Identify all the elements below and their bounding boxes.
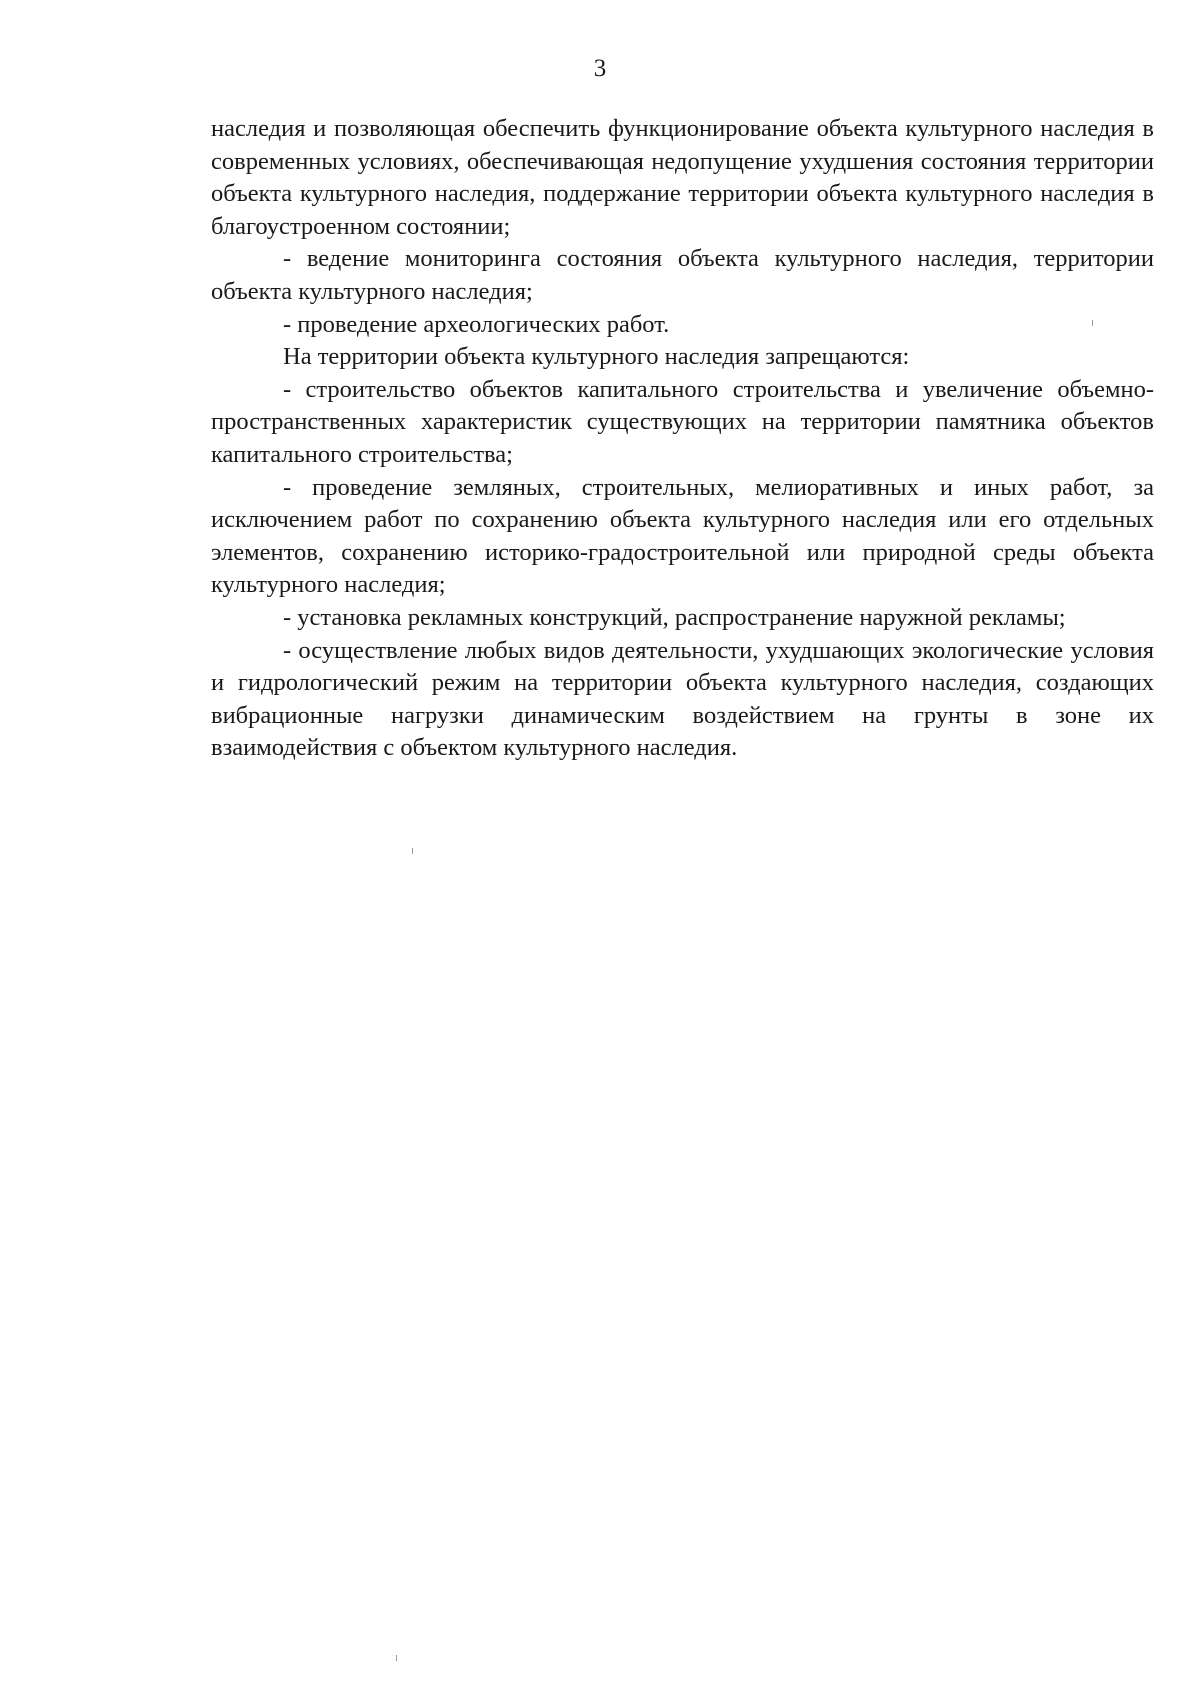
- paragraph-earthworks-ban: - проведение земляных, строительных, мелиоративных и иных работ, за исключением работ по сохранению объекта культурного наследия или его отдельных элементов, сохранению историко-градостроительной или природной среды объекта культурного наследия;: [211, 473, 1154, 599]
- page-number: 3: [593, 55, 607, 82]
- paragraph-activities-ban: - осуществление любых видов деятельности, ухудшающих экологические условия и гидрологический режим на территории объекта культурного наследия, создающих вибрационные нагрузки динамическим воздействием на грунты в зоне их взаимодействия с объектом культурного наследия.: [211, 636, 1154, 762]
- scan-speck: [412, 848, 413, 854]
- paragraph-continuation: наследия и позволяющая обеспечить функционирование объекта культурного наследия в современных условиях, обеспечивающая недопущение ухудшения состояния территории объекта культурного наследия, поддержание территории объекта культурного наследия в благоустроенном состоянии;: [211, 115, 1154, 240]
- paragraph-monitoring: - ведение мониторинга состояния объекта культурного наследия, территории объекта культурного наследия;: [211, 245, 1154, 305]
- paragraph-construction-ban: - строительство объектов капитального строительства и увеличение объемно-пространственных характеристик существующих на территории памятника объектов капитального строительства;: [211, 375, 1154, 468]
- document-body: [211, 113, 1154, 765]
- paragraph-prohibitions-intro: На территории объекта культурного наследия запрещаются:: [283, 343, 910, 371]
- scan-speck: [396, 1655, 397, 1661]
- paragraph-archaeology: - проведение археологических работ.: [283, 310, 670, 338]
- paragraph-advertising-ban: - установка рекламных конструкций, распространение наружной рекламы;: [283, 603, 1066, 631]
- scan-speck: [1092, 320, 1093, 326]
